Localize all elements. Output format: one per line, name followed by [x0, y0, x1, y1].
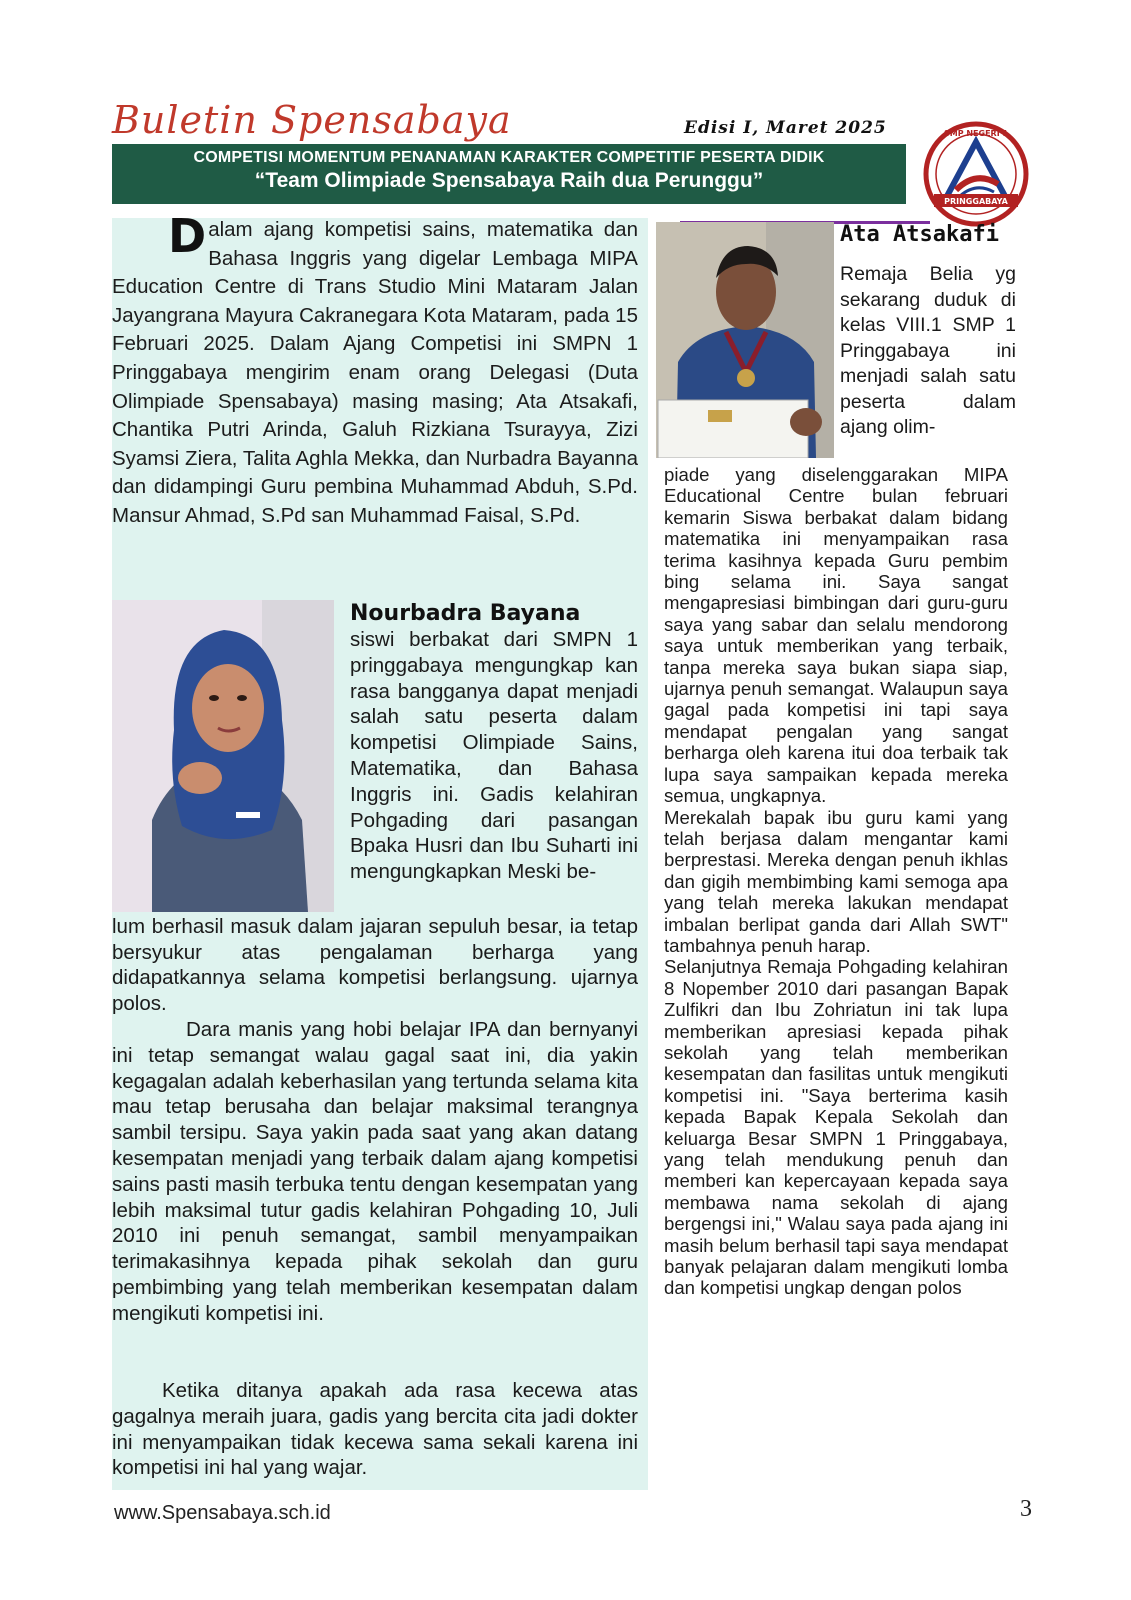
page-number: 3	[1020, 1496, 1032, 1522]
paragraph-continuation: lum berhasil masuk dalam jajaran sepuluh besar, ia tetap bersyukur atas pengalaman berharga yang didapatkannya selama kompetisi berlangsung. ujarnya polos.	[112, 915, 638, 1015]
paragraph-ketika-ditanya: Ketika ditanya apakah ada rasa kecewa atas gagalnya meraih juara, gadis yang bercita cita jadi dokter ini menyampaikan tidak kecewa sama sekali karena ini kompetisi ini hal yang wajar.	[112, 1379, 638, 1480]
intro-paragraph	[112, 209, 638, 531]
bulletin-title: Buletin Spensabaya	[112, 98, 512, 142]
banner-kicker: COMPETISI MOMENTUM PENANAMAN KARAKTER COMPETITIF PESERTA DIDIK	[193, 149, 825, 166]
logo-bottom-text: PRINGGABAYA	[944, 197, 1008, 206]
right-paragraph-2: Merekalah bapak ibu guru kami yang telah berjasa dalam mengantar kami berprestasi. Mereka dengan penuh ikhlas dan gigih membimbing kami semoga apa yang telah mereka lakukan mendapat imbalan berlipat ganda dari Allah SWT" tambahnya penuh harap.	[664, 806, 1008, 956]
profile-name-ata: Ata Atsakafi	[840, 222, 999, 247]
right-paragraph-3: Selanjutnya Remaja Pohgading kelahiran 8 Nopember 2010 dari pasangan Bapak Zulfikri dan Ibu Zohriatun ini tak lupa memberikan apresiasi kepada pihak sekolah yang telah memberikan kesempatan dan fasilitas untuk mengikuti kompetisi ini. "Saya berterima kasih kepada Bapak Kepala Sekolah dan keluarga Besar SMPN 1 Pringgabaya, yang telah mendukung penuh dan memberi kan kepercayaan kepada saya membawa nama sekolah di ajang bergengsi ini," Walau saya pada ajang ini masih belum berhasil tapi saya mendapat banyak pelajaran dalam mengikuti lomba dan kompetisi ungkap dengan polos	[664, 956, 1008, 1299]
school-logo	[920, 120, 1032, 228]
profile-text-nourbadra: siswi berbakat dari SMPN 1 pringgabaya mengungkap kan rasa bangganya dapat menjadi salah satu peserta dalam kompetisi Olimpiade Sains, Matematika, dan Bahasa Inggris ini. Gadis kelahiran Pohgading dari pasangan Bpaka Husri dan Ibu Suharti ini mengungkapkan Meski be-	[350, 628, 638, 884]
profile-name-nourbadra: Nourbadra Bayana	[350, 601, 581, 626]
banner-headline: “Team Olimpiade Spensabaya Raih dua Perunggu”	[254, 169, 764, 192]
drop-cap: D	[168, 209, 207, 263]
right-column-body	[664, 464, 1008, 1299]
edition-label: Edisi I, Maret 2025	[684, 118, 887, 138]
profile-text-ata: Remaja Belia yg sekarang duduk di kelas VIII.1 SMP 1 Pringgabaya ini menjadi salah satu peserta dalam ajang olim-	[840, 263, 1016, 438]
intro-text: alam ajang kompetisi sains, matematika dan Bahasa Inggris yang digelar Lembaga MIPA Education Centre di Trans Studio Mini Mataram Jalan Jayangrana Mayura Cakranegara Kota Mataram, pada 15 Februari 2025. Dalam Ajang Competisi ini SMPN 1 Pringgabaya mengirim enam orang Delegasi (Duta Olimpiade Spensabaya) masing masing; Ata Atsakafi, Chantika Putri Arinda, Galuh Rizkiana Tsurayya, Zizi Syamsi Ziera, Talita Aghla Mekka, dan Nurbadra Bayanna dan didampingi Guru pembina Muhammad Abduh, S.Pd. Mansur Ahmad, S.Pd san Muhammad Faisal, S.Pd.	[112, 218, 638, 527]
footer-website: www.Spensabaya.sch.id	[114, 1502, 331, 1524]
right-paragraph-1: piade yang diselenggarakan MIPA Educational Centre bulan februari kemarin Siswa berbakat dalam bidang matematika ini menyampaikan rasa terima kasihnya kepada Guru pembim bing selama ini. Saya sangat mengapresiasi bimbingan dari guru-guru saya yang sabar dan selalu mendorong saya untuk memberikan yang terbaik, tanpa mereka saya bukan siapa siap, ujarnya penuh semangat. Walaupun saya gagal pada kompetisi ini tapi saya mendapat pengalan yang sangat berharga oleh karena itui doa terbaik tak lupa saya sampaikan kepada mereka semua, ungkapnya.	[664, 464, 1008, 807]
student-photo-ata	[656, 222, 834, 458]
paragraph-dara-manis: Dara manis yang hobi belajar IPA dan bernyanyi ini tetap semangat walau gagal saat ini, dia yakin kegagalan adalah keberhasilan yang tertunda selama kita mau tetap berusaha dan belajar maksimal terangnya sambil tersipu. Saya yakin pada saat yang akan datang kesempatan menjadi yang terbaik dalam ajang kompetisi sains pasti masih terbuka tentu dengan kesempatan yang lebih maksimal tutur gadis kelahiran Pohgading 10, Juli 2010 ini penuh semangat, sambil menyampaikan terimakasihnya kepada pihak sekolah dan guru pembimbing yang telah memberikan kesempatan dalam mengikuti kompetisi ini.	[112, 1018, 638, 1325]
student-photo-nourbadra	[112, 600, 334, 912]
headline-banner	[112, 144, 906, 204]
logo-top-text: SMP NEGERI 1	[943, 129, 1009, 138]
